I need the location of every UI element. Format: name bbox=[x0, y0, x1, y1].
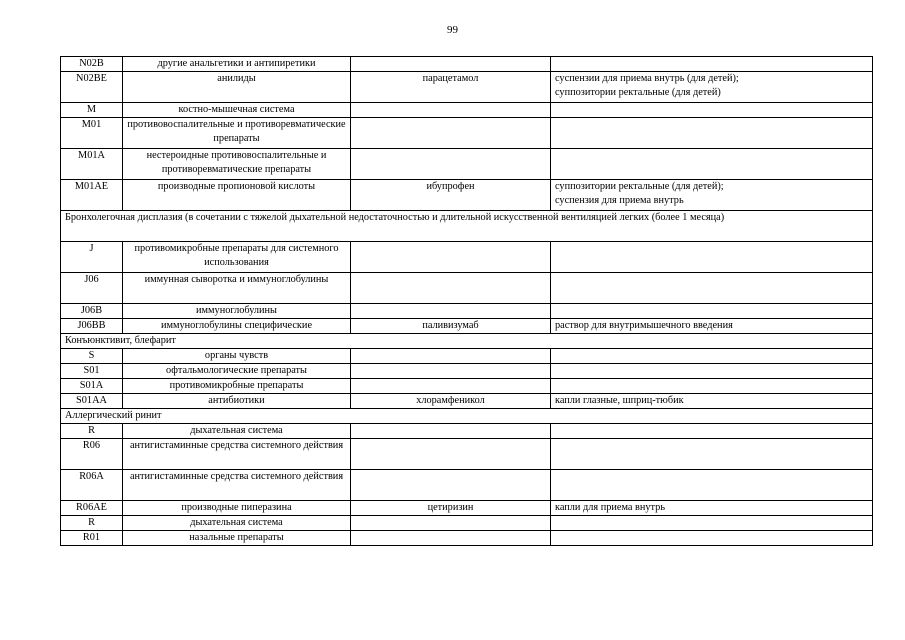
atc-code-cell: M01 bbox=[61, 118, 123, 149]
table-row bbox=[61, 516, 873, 531]
dosage-form-line: суспензии для приема внутрь (для детей); bbox=[555, 73, 739, 84]
atc-code-cell: R06 bbox=[61, 439, 123, 470]
pharmacological-group-cell: иммуноглобулины специфические bbox=[123, 319, 351, 334]
pharmacological-group-cell: антибиотики bbox=[123, 394, 351, 409]
drug-name-cell: ибупрофен bbox=[351, 180, 551, 211]
atc-code-cell: S01AA bbox=[61, 394, 123, 409]
drug-name-cell bbox=[351, 424, 551, 439]
pharmacological-group-cell: назальные препараты bbox=[123, 531, 351, 546]
drug-name-cell bbox=[351, 349, 551, 364]
drug-name-cell: парацетамол bbox=[351, 72, 551, 103]
dosage-forms-cell bbox=[551, 439, 873, 470]
atc-code-cell: S01 bbox=[61, 364, 123, 379]
dosage-forms-cell bbox=[551, 531, 873, 546]
atc-code-cell: M01A bbox=[61, 149, 123, 180]
dosage-forms-cell bbox=[551, 304, 873, 319]
dosage-forms-cell bbox=[551, 72, 873, 103]
drug-name-cell bbox=[351, 531, 551, 546]
atc-code-cell: J06 bbox=[61, 273, 123, 304]
dosage-form-line: капли глазные, шприц-тюбик bbox=[555, 395, 684, 406]
drug-name-cell bbox=[351, 103, 551, 118]
dosage-forms-cell bbox=[551, 516, 873, 531]
atc-code-cell: S bbox=[61, 349, 123, 364]
drug-name-cell bbox=[351, 118, 551, 149]
dosage-forms-cell bbox=[551, 57, 873, 72]
atc-code-cell: J bbox=[61, 242, 123, 273]
atc-code-cell: M bbox=[61, 103, 123, 118]
section-row bbox=[61, 409, 873, 424]
dosage-form-line: капли для приема внутрь bbox=[555, 502, 666, 513]
dosage-form-line: суппозитории ректальные (для детей) bbox=[555, 87, 721, 98]
table-row bbox=[61, 72, 873, 103]
dosage-forms-cell bbox=[551, 394, 873, 409]
dosage-forms-cell bbox=[551, 501, 873, 516]
atc-code-cell: J06B bbox=[61, 304, 123, 319]
table-row bbox=[61, 501, 873, 516]
drug-name-cell bbox=[351, 57, 551, 72]
table-row bbox=[61, 349, 873, 364]
pharmacological-group-cell: противомикробные препараты для системного использования bbox=[123, 242, 351, 273]
pharmacological-group-cell: офтальмологические препараты bbox=[123, 364, 351, 379]
table-row bbox=[61, 470, 873, 501]
table-row bbox=[61, 304, 873, 319]
dosage-forms-cell bbox=[551, 118, 873, 149]
table-row bbox=[61, 394, 873, 409]
dosage-form-line: раствор для внутримышечного введения bbox=[555, 320, 733, 331]
atc-code-cell: S01A bbox=[61, 379, 123, 394]
pharmacological-group-cell: дыхательная система bbox=[123, 424, 351, 439]
drug-name-cell bbox=[351, 516, 551, 531]
pharmacological-group-cell: нестероидные противовоспалительные и противоревматические препараты bbox=[123, 149, 351, 180]
table-row bbox=[61, 242, 873, 273]
table-row bbox=[61, 439, 873, 470]
table-row bbox=[61, 149, 873, 180]
pharmacological-group-cell: анилиды bbox=[123, 72, 351, 103]
pharmacological-group-cell: иммуноглобулины bbox=[123, 304, 351, 319]
drug-name-cell bbox=[351, 379, 551, 394]
drug-name-cell bbox=[351, 242, 551, 273]
table-row bbox=[61, 379, 873, 394]
atc-code-cell: J06BB bbox=[61, 319, 123, 334]
atc-code-cell: R06A bbox=[61, 470, 123, 501]
pharmacological-group-cell: производные пиперазина bbox=[123, 501, 351, 516]
dosage-forms-cell bbox=[551, 424, 873, 439]
pharmacological-group-cell: костно-мышечная система bbox=[123, 103, 351, 118]
drug-classification-table bbox=[60, 56, 873, 546]
pharmacological-group-cell: дыхательная система bbox=[123, 516, 351, 531]
table-row bbox=[61, 531, 873, 546]
drug-name-cell: цетиризин bbox=[351, 501, 551, 516]
pharmacological-group-cell: иммунная сыворотка и иммуноглобулины bbox=[123, 273, 351, 304]
atc-code-cell: R bbox=[61, 424, 123, 439]
table-row bbox=[61, 118, 873, 149]
dosage-form-line: суспензия для приема внутрь bbox=[555, 195, 684, 206]
drug-name-cell bbox=[351, 470, 551, 501]
drug-name-cell: паливизумаб bbox=[351, 319, 551, 334]
pharmacological-group-cell: производные пропионовой кислоты bbox=[123, 180, 351, 211]
atc-code-cell: R bbox=[61, 516, 123, 531]
atc-code-cell: M01AE bbox=[61, 180, 123, 211]
section-row bbox=[61, 334, 873, 349]
drug-name-cell bbox=[351, 149, 551, 180]
pharmacological-group-cell: антигистаминные средства системного действия bbox=[123, 439, 351, 470]
dosage-forms-cell bbox=[551, 180, 873, 211]
drug-name-cell bbox=[351, 439, 551, 470]
section-title: Бронхолегочная дисплазия (в сочетании с тяжелой дыхательной недостаточностью и длительной искусственной вентиляцией легких (более 1 месяца) bbox=[61, 211, 873, 242]
atc-code-cell: R01 bbox=[61, 531, 123, 546]
pharmacological-group-cell: другие анальгетики и антипиретики bbox=[123, 57, 351, 72]
dosage-forms-cell bbox=[551, 364, 873, 379]
table-row bbox=[61, 273, 873, 304]
atc-code-cell: N02B bbox=[61, 57, 123, 72]
page-number: 99 bbox=[447, 24, 458, 36]
section-title: Аллергический ринит bbox=[61, 409, 873, 424]
table-body bbox=[61, 57, 873, 546]
section-title: Конъюнктивит, блефарит bbox=[61, 334, 873, 349]
table-row bbox=[61, 424, 873, 439]
dosage-forms-cell bbox=[551, 242, 873, 273]
section-row bbox=[61, 211, 873, 242]
table-row bbox=[61, 103, 873, 118]
dosage-forms-cell bbox=[551, 319, 873, 334]
drug-name-cell: хлорамфеникол bbox=[351, 394, 551, 409]
pharmacological-group-cell: органы чувств bbox=[123, 349, 351, 364]
table-row bbox=[61, 180, 873, 211]
pharmacological-group-cell: противомикробные препараты bbox=[123, 379, 351, 394]
pharmacological-group-cell: противовоспалительные и противоревматические препараты bbox=[123, 118, 351, 149]
dosage-forms-cell bbox=[551, 103, 873, 118]
drug-name-cell bbox=[351, 273, 551, 304]
dosage-forms-cell bbox=[551, 470, 873, 501]
table-row bbox=[61, 57, 873, 72]
table-row bbox=[61, 364, 873, 379]
table-row bbox=[61, 319, 873, 334]
dosage-forms-cell bbox=[551, 273, 873, 304]
dosage-form-line: суппозитории ректальные (для детей); bbox=[555, 181, 724, 192]
drug-name-cell bbox=[351, 364, 551, 379]
pharmacological-group-cell: антигистаминные средства системного действия bbox=[123, 470, 351, 501]
dosage-forms-cell bbox=[551, 349, 873, 364]
atc-code-cell: N02BE bbox=[61, 72, 123, 103]
dosage-forms-cell bbox=[551, 379, 873, 394]
atc-code-cell: R06AE bbox=[61, 501, 123, 516]
dosage-forms-cell bbox=[551, 149, 873, 180]
drug-name-cell bbox=[351, 304, 551, 319]
